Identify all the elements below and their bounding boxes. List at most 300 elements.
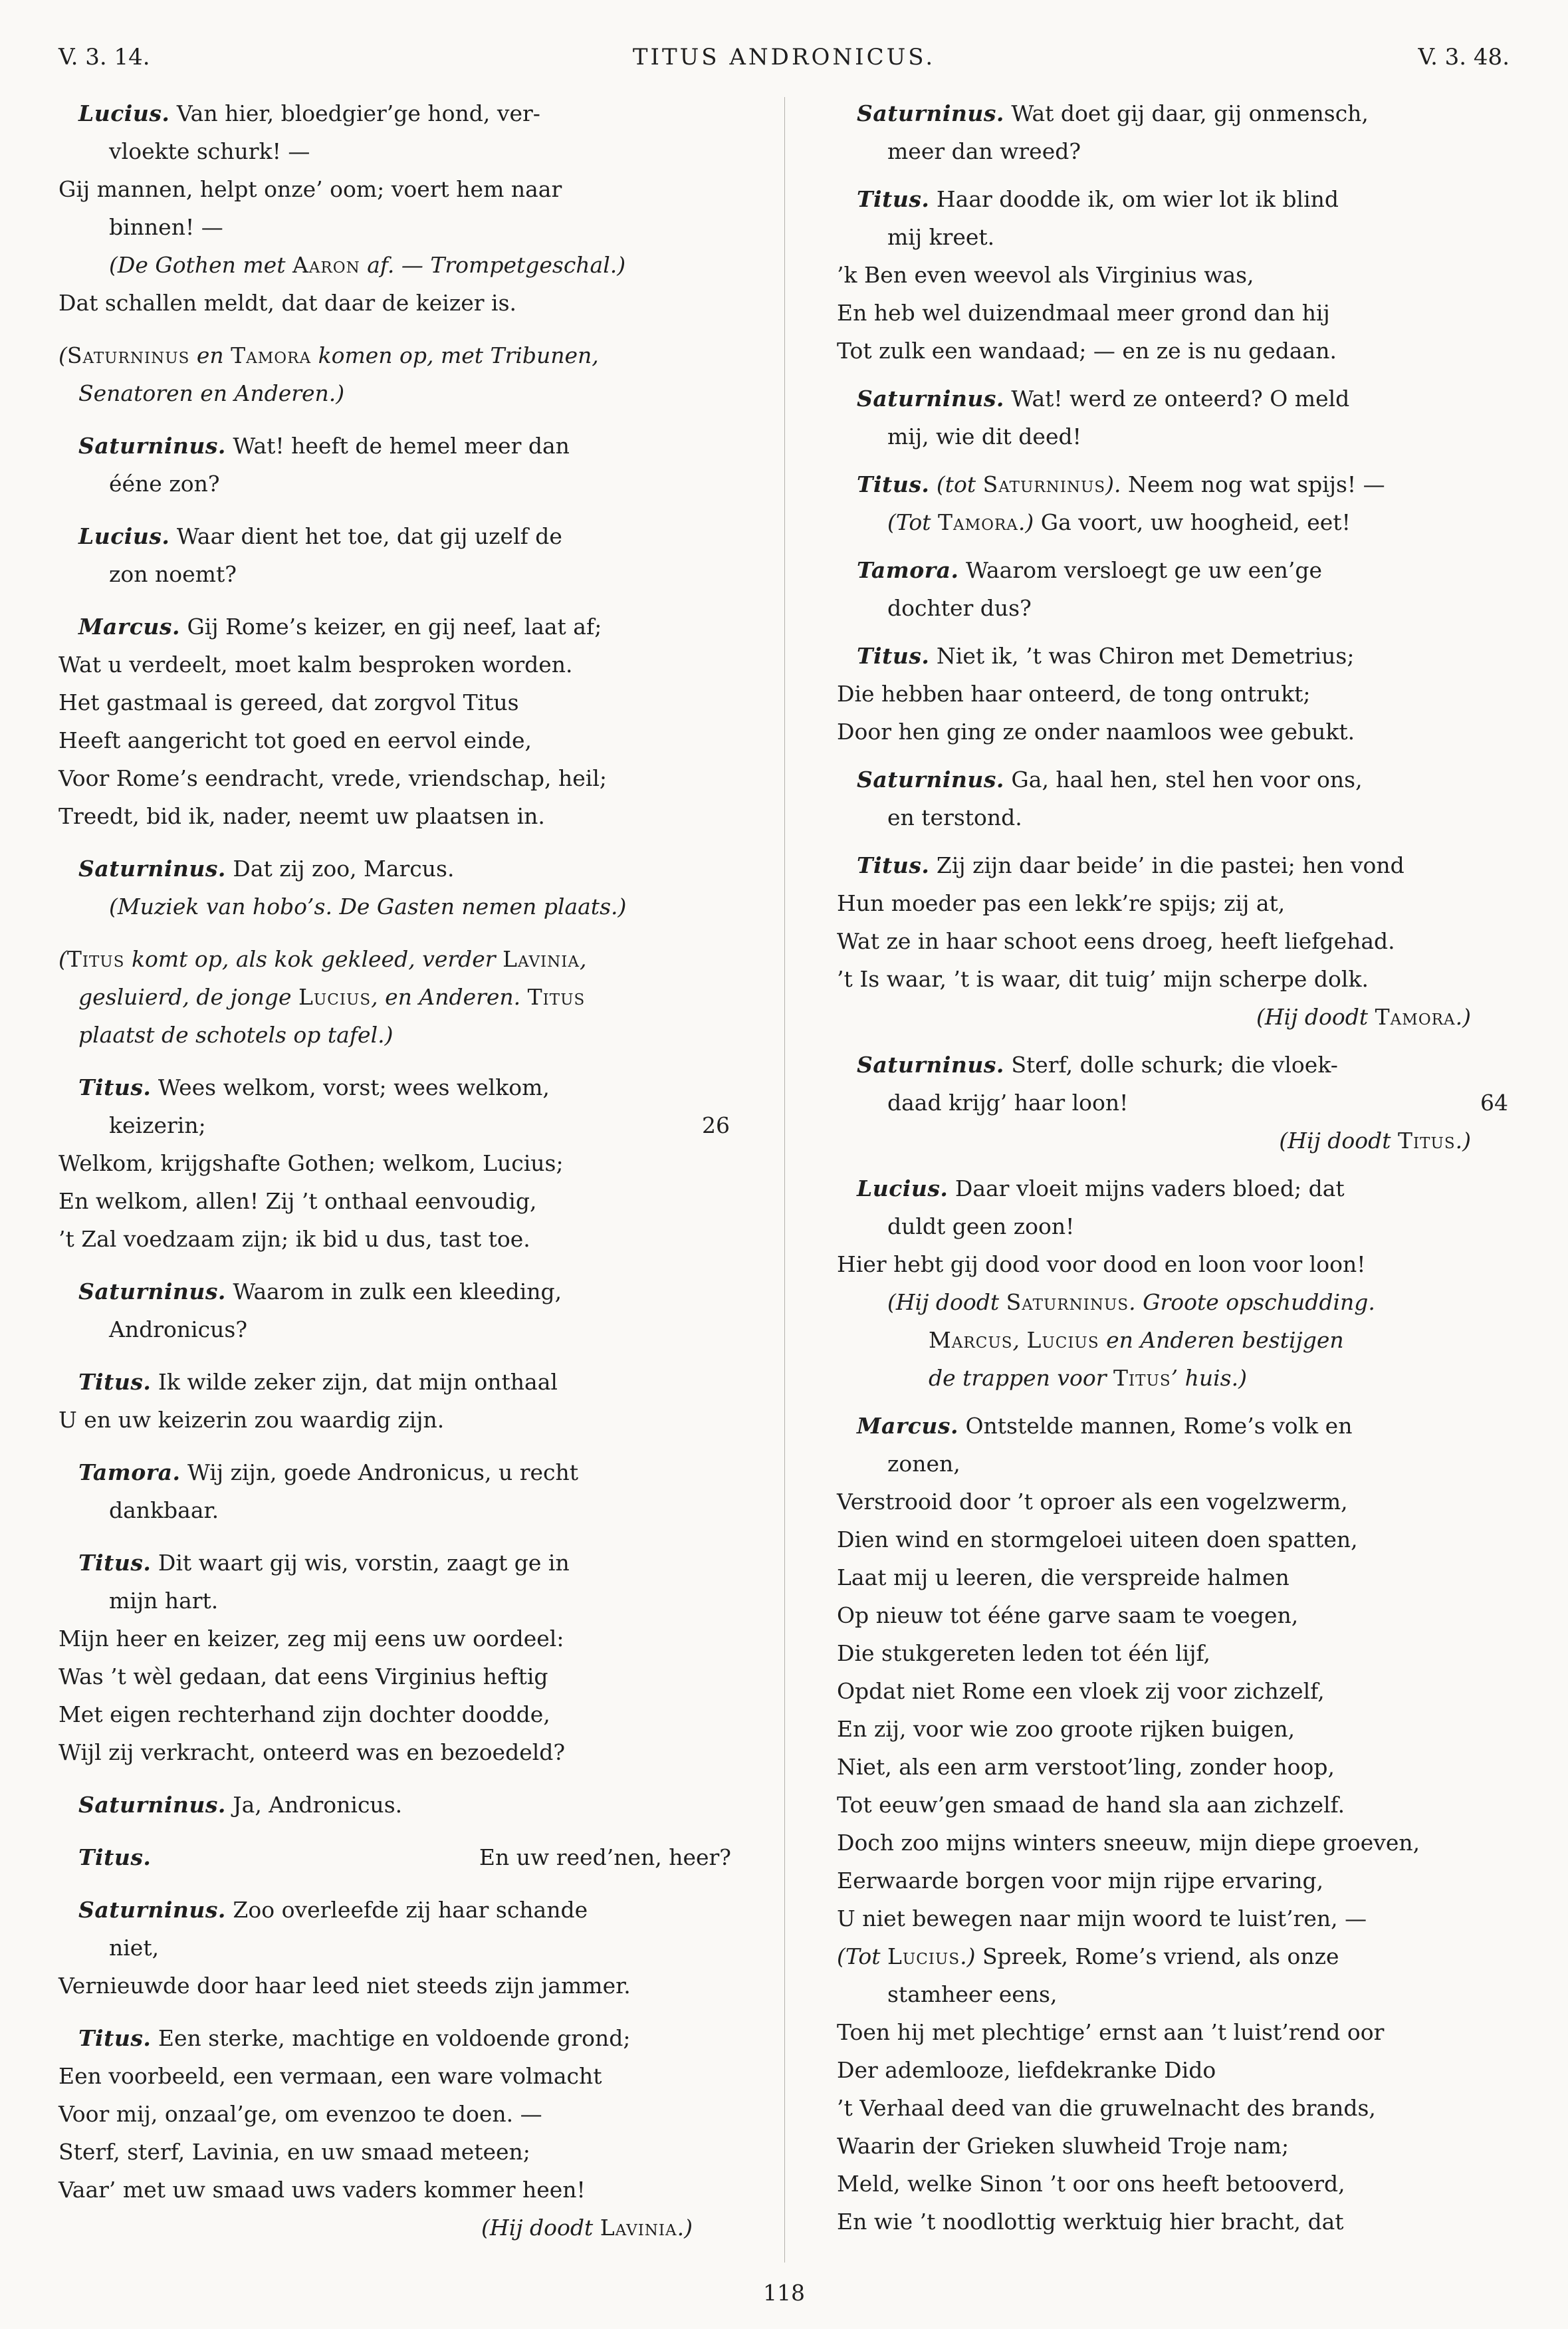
- speaker-name: Titus.: [857, 186, 930, 212]
- left-column: [58, 94, 731, 2280]
- text-line: [58, 517, 731, 555]
- verse-text: ’t Zal voedzaam zijn; ik bid u dus, tast toe.: [58, 1226, 530, 1252]
- verse-text: Ga, haal hen, stel hen voor ons,: [1004, 767, 1363, 793]
- text-line: [837, 713, 1510, 751]
- text-line: [837, 1407, 1510, 1445]
- text-line: [837, 1937, 1510, 1975]
- text-line: [58, 1401, 731, 1439]
- speech-block: [58, 427, 731, 503]
- speaker-name: Marcus.: [857, 1413, 958, 1439]
- character-name: Lavinia: [503, 946, 580, 972]
- stage-direction-text: (: [58, 342, 67, 368]
- stage-direction-text: gesluierd, de jonge: [78, 984, 298, 1010]
- speaker-name: Titus.: [78, 1074, 152, 1100]
- verse-text: En wie ’t noodlottig werktuig hier bracht, dat: [837, 2209, 1344, 2235]
- verse-text: Ga voort, uw hoogheid, eet!: [1034, 509, 1351, 535]
- speaker-name: Lucius.: [78, 100, 170, 126]
- text-line: [58, 1620, 731, 1657]
- stage-direction-text: af. — Trompetgeschal.): [360, 252, 626, 278]
- verse-text: Doch zoo mijns winters sneeuw, mijn diepe groeven,: [837, 1830, 1420, 1856]
- stage-direction-text: (: [58, 946, 67, 972]
- verse-text: Wat u verdeelt, moet kalm besproken worden.: [58, 652, 573, 677]
- stage-direction-text: (Tot: [887, 509, 938, 535]
- speaker-name: Saturninus.: [857, 386, 1004, 412]
- verse-text: ’t Verhaal deed van die gruwelnacht des brands,: [837, 2095, 1376, 2121]
- verse-text: Hun moeder pas een lekk’re spijs; zij at,: [837, 890, 1286, 916]
- verse-text: Sterf, sterf, Lavinia, en uw smaad meteen;: [58, 2139, 530, 2165]
- stage-direction-text: (Tot: [837, 1943, 887, 1969]
- text-line: [58, 2095, 731, 2133]
- speaker-name: Saturninus.: [78, 1897, 226, 1923]
- text-line: [837, 1321, 1510, 1359]
- speech-block: [58, 2019, 731, 2247]
- header-act-scene-left: V. 3. 14.: [58, 44, 150, 70]
- verse-text: Dat zij zoo, Marcus.: [225, 856, 455, 882]
- verse-text: mij kreet.: [887, 224, 995, 250]
- text-line: [58, 1310, 731, 1348]
- speech-block: [837, 637, 1510, 751]
- verse-text: Gij mannen, helpt onze’ oom; voert hem naar: [58, 176, 562, 202]
- verse-text: en terstond.: [887, 804, 1022, 830]
- verse-text: mijn hart.: [109, 1588, 219, 1614]
- speech-block: [837, 1169, 1510, 1397]
- verse-text: binnen! —: [109, 214, 223, 240]
- verse-text: stamheer eens,: [887, 1981, 1058, 2007]
- speech-block: [837, 1407, 1510, 2241]
- stage-direction-text: ’ huis.): [1171, 1365, 1247, 1391]
- verse-text: Verstrooid door ’t oproer als een vogelzwerm,: [837, 1489, 1348, 1515]
- text-line: [837, 1975, 1510, 2013]
- text-line: [837, 1824, 1510, 1862]
- text-line: [58, 465, 731, 503]
- speech-block: [58, 336, 731, 412]
- speaker-name: Saturninus.: [78, 856, 226, 882]
- verse-text: Wees welkom, vorst; wees welkom,: [151, 1074, 550, 1100]
- text-line: [837, 256, 1510, 294]
- verse-text: ’k Ben even weevol als Virginius was,: [837, 262, 1254, 288]
- character-name: Lucius: [298, 984, 372, 1010]
- text-line: [58, 1491, 731, 1529]
- character-name: Titus: [1113, 1365, 1171, 1391]
- text-line: [837, 503, 1510, 541]
- character-name: Lavinia: [600, 2215, 677, 2241]
- text-line: [58, 940, 731, 978]
- verse-text: Wijl zij verkracht, onteerd was en bezoedeld?: [58, 1739, 566, 1765]
- verse-text: ééne zon?: [109, 471, 220, 497]
- stage-direction-text: (Muziek van hobo’s. De Gasten nemen plaats.): [109, 894, 627, 919]
- verse-text: Wat! werd ze onteerd? O meld: [1004, 386, 1350, 412]
- verse-text: zon noemt?: [109, 561, 237, 587]
- verse-text: Dien wind en stormgeloei uiteen doen spatten,: [837, 1527, 1358, 1552]
- verse-text: Voor mij, onzaal’ge, om evenzoo te doen. —: [58, 2101, 542, 2127]
- text-line: [58, 1967, 731, 2005]
- text-line: [837, 1445, 1510, 1483]
- text-line: [837, 2203, 1510, 2241]
- character-name: Tamora: [231, 342, 312, 368]
- text-line: [58, 1144, 731, 1182]
- text-line: [58, 427, 731, 465]
- text-line: [837, 1748, 1510, 1786]
- speech-block: [837, 1046, 1510, 1160]
- text-line: [837, 465, 1510, 503]
- text-line: [58, 2019, 731, 2057]
- text-line: [58, 1786, 731, 1824]
- speech-block: [837, 846, 1510, 1036]
- verse-text: dochter dus?: [887, 595, 1032, 621]
- verse-line-number: 26: [702, 1112, 730, 1138]
- verse-text: Wat ze in haar schoot eens droeg, heeft liefgehad.: [837, 928, 1395, 954]
- verse-line-number: 64: [1480, 1090, 1508, 1116]
- character-name: Saturninus: [1006, 1289, 1129, 1315]
- stage-direction-text: komt op, als kok gekleed, verder: [124, 946, 503, 972]
- text-line: [58, 608, 731, 646]
- text-line: [58, 1891, 731, 1929]
- character-name: Titus: [1398, 1128, 1456, 1154]
- character-name: Tamora: [937, 509, 1018, 535]
- speech-block: [837, 551, 1510, 627]
- verse-text: Het gastmaal is gereed, dat zorgvol Titus: [58, 689, 519, 715]
- verse-text: Een sterke, machtige en voldoende grond;: [151, 2025, 631, 2051]
- verse-text: Treedt, bid ik, nader, neemt uw plaatsen in.: [58, 803, 545, 829]
- speech-block: [58, 940, 731, 1054]
- text-line: [837, 2051, 1510, 2089]
- verse-text: En uw reed’nen, heer?: [479, 1844, 731, 1870]
- speech-block: [58, 517, 731, 593]
- stage-direction-text: en: [189, 342, 231, 368]
- stage-direction-text: (De Gothen met: [109, 252, 292, 278]
- stage-direction-text: (Hij doodt: [1279, 1128, 1399, 1154]
- speaker-name: Lucius.: [78, 523, 170, 549]
- character-name: Tamora: [1375, 1004, 1456, 1030]
- text-line: [58, 2057, 731, 2095]
- speaker-name: Saturninus.: [857, 767, 1004, 793]
- stage-direction-text: (Hij doodt: [1256, 1004, 1375, 1030]
- text-line: [58, 1220, 731, 1258]
- verse-text: Welkom, krijgshafte Gothen; welkom, Lucius;: [58, 1150, 564, 1176]
- text-line: [837, 1521, 1510, 1558]
- verse-text: Opdat niet Rome een vloek zij voor zichzelf,: [837, 1678, 1325, 1704]
- text-line: [837, 132, 1510, 170]
- speech-block: [58, 1068, 731, 1258]
- text-line: [58, 1838, 731, 1876]
- character-name: Aaron: [292, 252, 360, 278]
- text-line: [837, 1483, 1510, 1521]
- text-line: [58, 336, 731, 374]
- verse-text: Van hier, bloedgier’ge hond, ver-: [169, 100, 540, 126]
- header-act-scene-right: V. 3. 48.: [1418, 44, 1510, 70]
- text-line: [58, 555, 731, 593]
- text-line: [58, 1733, 731, 1771]
- text-line: [837, 960, 1510, 998]
- speaker-name: Lucius.: [857, 1175, 949, 1201]
- speaker-name: Titus.: [857, 852, 930, 878]
- verse-text: Mijn heer en keizer, zeg mij eens uw oordeel:: [58, 1626, 564, 1652]
- text-line: [837, 94, 1510, 132]
- verse-text: mij, wie dit deed!: [887, 424, 1081, 449]
- text-line: [837, 1169, 1510, 1207]
- right-column: [837, 94, 1510, 2280]
- text-line: [58, 1106, 731, 1144]
- verse-text: Door hen ging ze onder naamloos wee gebukt.: [837, 719, 1355, 745]
- text-line: [837, 1634, 1510, 1672]
- stage-direction-text: ).: [1105, 471, 1121, 497]
- verse-text: Zoo overleefde zij haar schande: [225, 1897, 588, 1923]
- text-line: [837, 1672, 1510, 1710]
- text-line: [58, 208, 731, 246]
- character-name: Saturninus: [982, 471, 1106, 497]
- verse-text: ’t Is waar, ’t is waar, dit tuig’ mijn scherpe dolk.: [837, 966, 1369, 992]
- character-name: Titus: [66, 946, 125, 972]
- text-line: [58, 1695, 731, 1733]
- text-line: [58, 797, 731, 835]
- verse-text: En zij, voor wie zoo groote rijken buigen,: [837, 1716, 1295, 1742]
- text-line: [58, 759, 731, 797]
- text-line: [837, 589, 1510, 627]
- verse-text: meer dan wreed?: [887, 138, 1081, 164]
- stage-direction-text: ,: [579, 946, 587, 972]
- text-line: [837, 1245, 1510, 1283]
- verse-text: En heb wel duizendmaal meer grond dan hij: [837, 300, 1330, 326]
- text-line: [58, 978, 731, 1016]
- text-line: [837, 180, 1510, 218]
- verse-text: Eerwaarde borgen voor mijn rijpe ervaring,: [837, 1868, 1324, 1894]
- verse-text: Die hebben haar onteerd, de tong ontrukt;: [837, 681, 1311, 707]
- page-number: 118: [763, 2280, 805, 2306]
- verse-text: Laat mij u leeren, die verspreide halmen: [837, 1564, 1289, 1590]
- text-line: [837, 1122, 1510, 1160]
- character-name: Saturninus: [66, 342, 190, 368]
- stage-direction-text: (tot: [929, 471, 983, 497]
- text-line: [837, 922, 1510, 960]
- verse-text: Toen hij met plechtige’ ernst aan ’t luist’rend oor: [837, 2019, 1385, 2045]
- speaker-name: Saturninus.: [857, 1052, 1004, 1078]
- verse-text: Neem nog wat spijs! —: [1121, 471, 1385, 497]
- text-line: [837, 1207, 1510, 1245]
- speaker-name: Saturninus.: [78, 1792, 226, 1818]
- verse-text: Zij zijn daar beide’ in die pastei; hen vond: [929, 852, 1404, 878]
- text-line: [58, 1544, 731, 1582]
- text-line: [58, 1016, 731, 1054]
- verse-text: Tot eeuw’gen smaad de hand sla aan zichzelf.: [837, 1792, 1345, 1818]
- stage-direction-text: en Anderen bestijgen: [1099, 1327, 1344, 1353]
- stage-direction-text: komen op, met Tribunen,: [311, 342, 599, 368]
- speech-block: [58, 850, 731, 925]
- text-line: [58, 1657, 731, 1695]
- text-line: [837, 2127, 1510, 2165]
- character-name: Lucius: [1026, 1327, 1099, 1353]
- text-line: [58, 284, 731, 322]
- verse-text: Haar doodde ik, om wier lot ik blind: [929, 186, 1339, 212]
- verse-text: Was ’t wèl gedaan, dat eens Virginius heftig: [58, 1663, 548, 1689]
- speech-block: [58, 1453, 731, 1529]
- stage-direction-text: ,: [1012, 1327, 1027, 1353]
- text-line: [58, 94, 731, 132]
- text-body: [58, 94, 1510, 2280]
- text-line: [837, 798, 1510, 836]
- speech-block: [837, 380, 1510, 455]
- verse-text: Vaar’ met uw smaad uws vaders kommer heen!: [58, 2177, 586, 2203]
- verse-text: daad krijg’ haar loon!: [887, 1090, 1129, 1116]
- verse-text: Wat! heeft de hemel meer dan: [225, 433, 570, 459]
- verse-text: zonen,: [887, 1451, 960, 1477]
- speaker-name: Titus.: [78, 1844, 152, 1870]
- verse-text: Sterf, dolle schurk; die vloek-: [1004, 1052, 1338, 1078]
- verse-text: Niet ik, ’t was Chiron met Demetrius;: [929, 643, 1355, 669]
- verse-text: Spreek, Rome’s vriend, als onze: [975, 1943, 1339, 1969]
- speech-block: [58, 1838, 731, 1876]
- verse-text: Hier hebt gij dood voor dood en loon voor loon!: [837, 1251, 1366, 1277]
- text-line: [58, 721, 731, 759]
- verse-text: Met eigen rechterhand zijn dochter doodde,: [58, 1701, 550, 1727]
- speaker-name: Tamora.: [78, 1459, 181, 1485]
- speech-block: [837, 180, 1510, 370]
- text-line: [58, 1068, 731, 1106]
- verse-text: Op nieuw tot ééne garve saam te voegen,: [837, 1602, 1299, 1628]
- text-line: [837, 332, 1510, 370]
- verse-text: Waarom in zulk een kleeding,: [225, 1279, 562, 1304]
- verse-text: Voor Rome’s eendracht, vrede, vriendschap, heil;: [58, 765, 608, 791]
- speaker-name: Titus.: [78, 1550, 152, 1576]
- verse-text: U en uw keizerin zou waardig zijn.: [58, 1407, 445, 1433]
- text-line: [837, 884, 1510, 922]
- verse-text: niet,: [109, 1935, 160, 1961]
- speaker-name: Titus.: [857, 643, 930, 669]
- verse-text: Andronicus?: [109, 1316, 248, 1342]
- text-line: [837, 1283, 1510, 1321]
- stage-direction-text: Senatoren en Anderen.): [78, 380, 345, 406]
- verse-text: duldt geen zoon!: [887, 1213, 1075, 1239]
- verse-text: Wij zijn, goede Andronicus, u recht: [180, 1459, 578, 1485]
- speaker-name: Titus.: [857, 471, 930, 497]
- page-footer: [58, 2280, 1510, 2312]
- stage-direction-text: .): [1455, 1004, 1471, 1030]
- verse-text: Heeft aangericht tot goed en eervol einde,: [58, 727, 532, 753]
- text-line: [837, 2089, 1510, 2127]
- text-line: [837, 998, 1510, 1036]
- speech-block: [58, 608, 731, 835]
- text-line: [58, 246, 731, 284]
- verse-text: vloekte schurk! —: [109, 138, 310, 164]
- verse-text: Meld, welke Sinon ’t oor ons heeft betooverd,: [837, 2171, 1345, 2197]
- stage-direction-text: , en Anderen.: [371, 984, 528, 1010]
- speaker-name: Titus.: [78, 1369, 152, 1395]
- verse-text: Wat doet gij daar, gij onmensch,: [1004, 100, 1369, 126]
- text-line: [58, 1453, 731, 1491]
- text-line: [58, 1182, 731, 1220]
- verse-text: Een voorbeeld, een vermaan, een ware volmacht: [58, 2063, 602, 2089]
- text-line: [837, 1900, 1510, 1937]
- speaker-name: Saturninus.: [78, 1279, 226, 1304]
- text-line: [58, 2209, 731, 2247]
- text-line: [58, 888, 731, 925]
- text-line: [837, 2013, 1510, 2051]
- verse-text: Tot zulk een wandaad; — en ze is nu gedaan.: [837, 338, 1337, 364]
- verse-text: Waarin der Grieken sluwheid Troje nam;: [837, 2133, 1289, 2159]
- text-line: [837, 380, 1510, 418]
- stage-direction-text: . Groote opschudding.: [1129, 1289, 1375, 1315]
- stage-direction-text: .): [677, 2215, 693, 2241]
- speaker-name: Tamora.: [857, 557, 959, 583]
- text-line: [837, 551, 1510, 589]
- speech-block: [837, 94, 1510, 170]
- speech-block: [58, 94, 731, 322]
- text-line: [58, 374, 731, 412]
- stage-direction-text: de trappen voor: [929, 1365, 1114, 1391]
- stage-direction-text: (Hij doodt: [481, 2215, 600, 2241]
- text-line: [837, 218, 1510, 256]
- speech-block: [58, 1273, 731, 1348]
- verse-text: Dat schallen meldt, dat daar de keizer is.: [58, 290, 517, 316]
- text-line: [58, 132, 731, 170]
- verse-text: dankbaar.: [109, 1497, 219, 1523]
- text-line: [58, 683, 731, 721]
- character-name: Lucius: [887, 1943, 960, 1969]
- verse-text: keizerin;: [109, 1112, 206, 1138]
- text-line: [58, 1273, 731, 1310]
- speech-block: [837, 761, 1510, 836]
- verse-text: U niet bewegen naar mijn woord te luist’ren, —: [837, 1905, 1367, 1931]
- speaker-name: Marcus.: [78, 614, 180, 640]
- text-line: [58, 646, 731, 683]
- speaker-name: Titus.: [78, 2025, 152, 2051]
- character-name: Marcus: [929, 1327, 1013, 1353]
- verse-text: Waarom versloegt ge uw een’ge: [958, 557, 1323, 583]
- speaker-name: Saturninus.: [78, 433, 226, 459]
- verse-text: Daar vloeit mijns vaders bloed; dat: [948, 1175, 1345, 1201]
- verse-text: Waar dient het toe, dat gij uzelf de: [169, 523, 562, 549]
- text-line: [58, 2133, 731, 2171]
- text-line: [58, 2171, 731, 2209]
- text-line: [58, 850, 731, 888]
- text-line: [837, 1596, 1510, 1634]
- text-line: [837, 294, 1510, 332]
- stage-direction-text: .): [1455, 1128, 1471, 1154]
- text-line: [58, 1929, 731, 1967]
- character-name: Titus: [527, 984, 586, 1010]
- verse-text: En welkom, allen! Zij ’t onthaal eenvoudig,: [58, 1188, 537, 1214]
- text-line: [837, 1558, 1510, 1596]
- stage-direction-text: plaatst de schotels op tafel.): [78, 1022, 393, 1048]
- speech-block: [58, 1363, 731, 1439]
- text-line: [837, 675, 1510, 713]
- text-line: [837, 1862, 1510, 1900]
- speech-block: [58, 1891, 731, 2005]
- verse-text: Die stukgereten leden tot één lijf,: [837, 1640, 1210, 1666]
- text-line: [58, 170, 731, 208]
- verse-text: Der ademlooze, liefdekranke Dido: [837, 2057, 1216, 2083]
- text-line: [837, 1786, 1510, 1824]
- verse-text: Gij Rome’s keizer, en gij neef, laat af;: [179, 614, 602, 640]
- verse-text: Vernieuwde door haar leed niet steeds zijn jammer.: [58, 1973, 631, 1999]
- speech-block: [837, 465, 1510, 541]
- stage-direction-text: (Hij doodt: [887, 1289, 1006, 1315]
- verse-text: Ontstelde mannen, Rome’s volk en: [958, 1413, 1353, 1439]
- text-line: [58, 1582, 731, 1620]
- verse-text: Ja, Andronicus.: [225, 1792, 403, 1818]
- text-line: [837, 637, 1510, 675]
- text-line: [837, 761, 1510, 798]
- text-line: [837, 418, 1510, 455]
- text-line: [837, 1084, 1510, 1122]
- speech-block: [58, 1544, 731, 1771]
- running-header: [58, 44, 1510, 70]
- text-line: [837, 846, 1510, 884]
- text-line: [837, 2165, 1510, 2203]
- stage-direction-text: .): [960, 1943, 976, 1969]
- text-line: [837, 1359, 1510, 1397]
- speech-block: [58, 1786, 731, 1824]
- header-title: TITUS ANDRONICUS.: [632, 44, 936, 70]
